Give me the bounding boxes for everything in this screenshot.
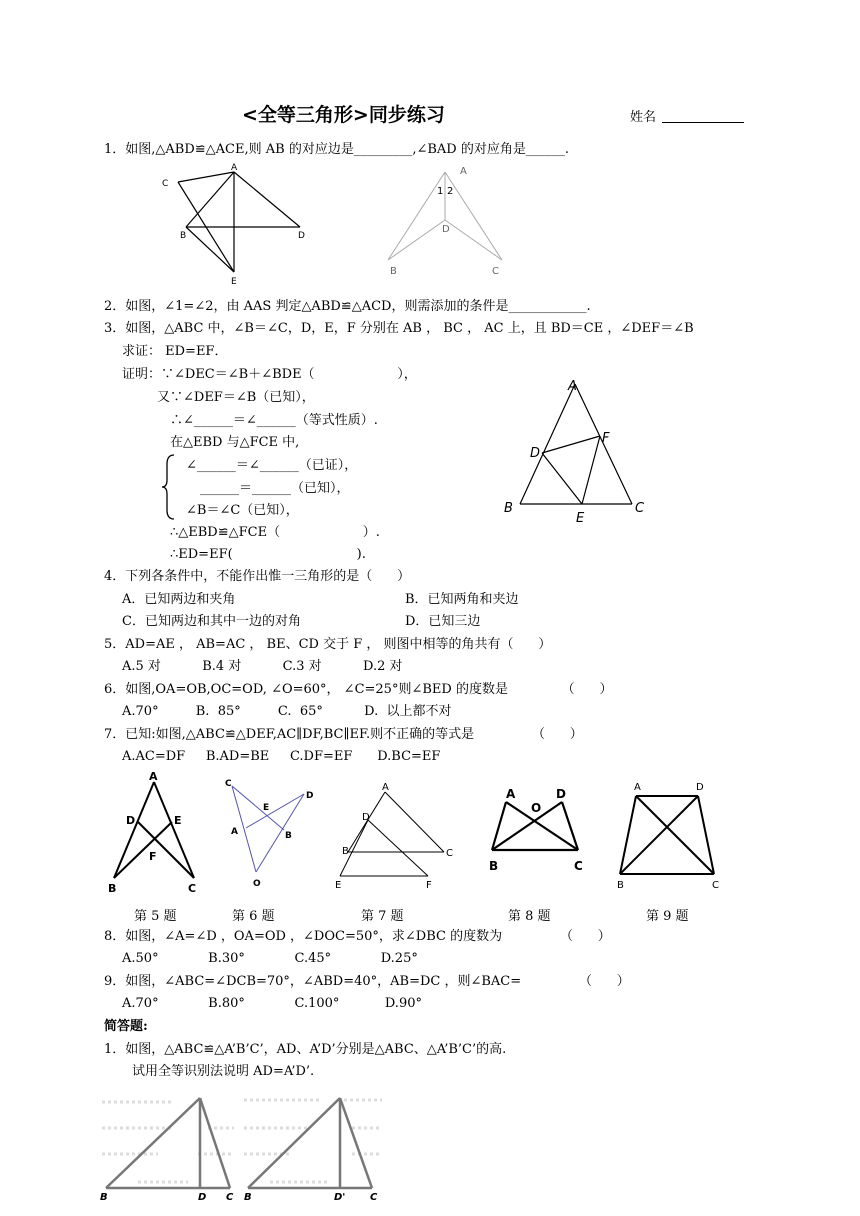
label-d: D — [442, 224, 450, 235]
label-e: E — [174, 814, 182, 827]
label-c: C — [370, 1192, 378, 1203]
q4-option-b: B．已知两角和夹边 — [405, 592, 519, 607]
figure-q9 — [612, 776, 724, 894]
figure-q6 — [220, 772, 320, 892]
label-a: A — [568, 379, 577, 394]
label-e: E — [263, 803, 270, 813]
question-5: 5．AD=AE ， AB=AC ， BE、CD 交于 F ， 则图中相等的角共有（ ） — [104, 637, 552, 652]
q4-option-c: C．已知两边和其中一边的对角 — [122, 614, 301, 629]
label-c: C — [635, 501, 645, 516]
label-o: O — [531, 801, 542, 815]
figure-q3 — [498, 372, 658, 527]
question-9: 9．如图，∠ABC=∠DCB=70°，∠ABD=40°，AB=DC ，则∠BAC= （ ） — [104, 974, 630, 989]
proof-line-5: ∠______＝∠______（已证）， — [186, 458, 358, 473]
short-answer-1-line-2: 试用全等识别法说明 AD=A’D’. — [132, 1064, 315, 1079]
label-d: D — [556, 787, 566, 801]
q4-option-d: D．已知三边 — [405, 614, 481, 629]
label-d: D — [306, 791, 314, 801]
short-answer-1: 1．如图，△ABC≌△A’B’C’，AD、A’D’分别是△ABC、△A’B’C’的高. — [104, 1042, 507, 1057]
label-a: A — [506, 787, 516, 801]
label-d: D — [126, 814, 136, 827]
figure-q2 — [380, 160, 510, 285]
curly-brace — [160, 452, 176, 522]
q4-option-a: A．已知两边和夹角 — [122, 592, 236, 607]
label-b: B — [285, 831, 292, 841]
label-a: A — [634, 782, 641, 793]
question-8: 8．如图，∠A=∠D ，OA=OD ，∠DOC=50°，求∠DBC 的度数为 （ ） — [104, 929, 611, 944]
label-e: E — [231, 277, 237, 287]
label-d: D — [530, 446, 541, 461]
q6-options: A.70° B. 85° C. 65° D. 以上都不对 — [122, 704, 452, 719]
label-e: E — [335, 880, 342, 890]
label-b: B — [244, 1192, 252, 1203]
question-7: 7．已知:如图,△ABC≌△DEF,AC∥DF,BC∥EF.则不正确的等式是 （ ） — [104, 727, 583, 742]
name-label: 姓名 — [630, 110, 657, 125]
question-4: 4．下列各条件中，不能作出惟一三角形的是（ ） — [104, 569, 411, 584]
label-1: 1 — [437, 186, 444, 197]
q8-options: A.50° B.30° C.45° D.25° — [122, 951, 418, 966]
prove-statement: 求证： ED=EF． — [122, 344, 228, 359]
label-c: C — [492, 266, 499, 277]
name-blank-line — [662, 122, 744, 123]
question-3: 3．如图，△ABC 中，∠B＝∠C，D，E，F 分别在 AB ， BC ， AC 上，且 BD＝CE ，∠DEF＝∠B — [104, 321, 694, 336]
caption-q5: 第 5 题 — [134, 909, 177, 924]
section-heading: 简答题: — [104, 1019, 148, 1034]
label-b: B — [617, 880, 624, 891]
label-c: C — [162, 179, 169, 189]
label-c: C — [188, 882, 197, 895]
label-c: C — [225, 779, 232, 789]
figure-short-answer-right — [240, 1088, 386, 1204]
page-title: <全等三角形>同步练习 — [242, 104, 445, 126]
label-b: B — [342, 846, 349, 857]
q5-options: A.5 对 B.4 对 C.3 对 D.2 对 — [122, 659, 403, 674]
question-6: 6．如图,OA=OB,OC=OD, ∠O=60°， ∠C=25°则∠BED 的度数是 （ ） — [104, 682, 613, 697]
label-a: A — [149, 770, 158, 783]
proof-line-8: ∴△EBD≌△FCE（ ）. — [170, 525, 380, 540]
label-d: D — [696, 782, 704, 793]
proof-line-7: ∠B＝∠C（已知）， — [186, 503, 299, 518]
label-d-prime: D' — [334, 1192, 346, 1203]
proof-line-9: ∴ED=EF( ). — [170, 547, 366, 562]
figure-q1-left — [150, 160, 320, 290]
proof-line-1: 证明：∵∠DEC＝∠B＋∠BDE（ ）， — [122, 367, 417, 382]
label-b: B — [390, 266, 397, 277]
label-e: E — [576, 511, 585, 526]
label-b: B — [504, 501, 513, 516]
proof-line-6: ______＝______（已知）， — [200, 481, 350, 496]
label-c: C — [712, 880, 719, 891]
label-a: A — [231, 827, 238, 837]
label-b: B — [100, 1192, 108, 1203]
label-c: C — [446, 848, 453, 859]
question-2: 2．如图，∠1=∠2，由 AAS 判定△ABD≌△ACD，则需添加的条件是____________. — [104, 299, 591, 314]
label-d: D — [362, 812, 370, 823]
label-b: B — [108, 882, 117, 895]
figure-short-answer-left — [98, 1088, 238, 1204]
label-f: F — [426, 880, 432, 890]
label-c: C — [574, 859, 583, 873]
caption-q9: 第 9 题 — [646, 909, 689, 924]
label-d: D — [198, 1192, 207, 1203]
q9-options: A.70° B.80° C.100° D.90° — [122, 996, 422, 1011]
figure-q8 — [486, 784, 596, 879]
caption-q6: 第 6 题 — [232, 909, 275, 924]
q7-options: A.AC=DF B.AD=BE C.DF=EF D.BC=EF — [122, 749, 441, 764]
caption-q8: 第 8 题 — [508, 909, 551, 924]
question-1: 1．如图,△ABD≌△ACE,则 AB 的对应边是_________,∠BAD 的对应角是______. — [104, 142, 569, 157]
figure-q5 — [100, 768, 210, 898]
label-b: B — [180, 231, 187, 241]
caption-q7: 第 7 题 — [361, 909, 404, 924]
proof-line-4: 在△EBD 与△FCE 中, — [170, 435, 300, 450]
label-c: C — [226, 1192, 234, 1203]
label-d: D — [298, 231, 305, 241]
label-2: 2 — [447, 186, 454, 197]
figure-q7 — [330, 780, 460, 890]
label-a: A — [460, 166, 467, 177]
label-a: A — [231, 163, 238, 173]
proof-line-3: ∴∠______＝∠______（等式性质）. — [170, 413, 378, 428]
label-a: A — [382, 782, 389, 793]
label-o: O — [253, 879, 261, 889]
label-b: B — [489, 859, 499, 873]
proof-line-2: 又∵∠DEF＝∠B（已知）， — [157, 390, 315, 405]
label-f: F — [149, 850, 157, 863]
label-f: F — [602, 431, 610, 446]
